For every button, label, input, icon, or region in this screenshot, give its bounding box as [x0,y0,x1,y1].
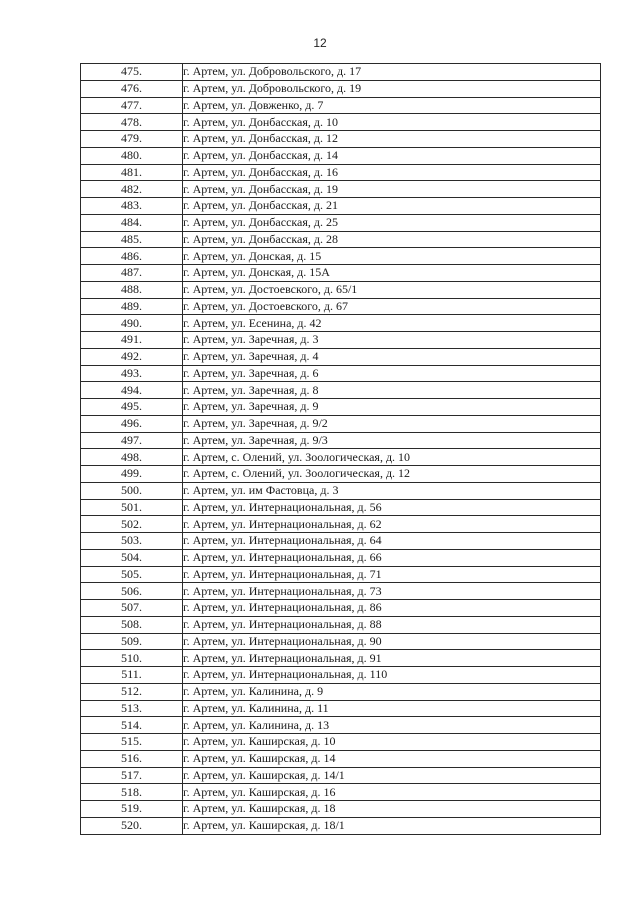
row-number: 492. [81,348,183,365]
row-address: г. Артем, ул. Достоевского, д. 67 [183,298,601,315]
row-number: 484. [81,214,183,231]
row-number: 491. [81,332,183,349]
row-number: 507. [81,600,183,617]
table-row [81,332,601,349]
row-number: 496. [81,415,183,432]
row-address: г. Артем, ул. Интернациональная, д. 64 [183,533,601,550]
row-number: 517. [81,767,183,784]
row-address: г. Артем, ул. Достоевского, д. 65/1 [183,281,601,298]
table-row [81,281,601,298]
row-number: 490. [81,315,183,332]
row-address: г. Артем, ул. Калинина, д. 13 [183,717,601,734]
row-address: г. Артем, ул. Донбасская, д. 21 [183,198,601,215]
row-address: г. Артем, ул. Интернациональная, д. 88 [183,616,601,633]
row-address: г. Артем, ул. Калинина, д. 11 [183,700,601,717]
table-row [81,214,601,231]
table-row [81,348,601,365]
table-row [81,533,601,550]
row-address: г. Артем, ул. Довженко, д. 7 [183,97,601,114]
table-row [81,315,601,332]
table-row [81,399,601,416]
row-number: 513. [81,700,183,717]
row-number: 519. [81,801,183,818]
table-row [81,131,601,148]
row-number: 518. [81,784,183,801]
row-number: 494. [81,382,183,399]
table-row [81,700,601,717]
row-address: г. Артем, ул. Каширская, д. 14/1 [183,767,601,784]
table-row [81,231,601,248]
row-number: 493. [81,365,183,382]
table-row [81,432,601,449]
row-number: 478. [81,114,183,131]
row-number: 489. [81,298,183,315]
table-row [81,549,601,566]
row-number: 486. [81,248,183,265]
table-row [81,600,601,617]
row-address: г. Артем, ул. Интернациональная, д. 86 [183,600,601,617]
row-address: г. Артем, ул. Заречная, д. 6 [183,365,601,382]
table-row [81,147,601,164]
row-address: г. Артем, ул. Донбасская, д. 14 [183,147,601,164]
table-row [81,734,601,751]
row-address: г. Артем, ул. Донбасская, д. 25 [183,214,601,231]
row-number: 500. [81,482,183,499]
table-row [81,64,601,81]
row-number: 505. [81,566,183,583]
row-address: г. Артем, ул. Заречная, д. 9/3 [183,432,601,449]
row-number: 502. [81,516,183,533]
table-row [81,466,601,483]
table-row [81,516,601,533]
table-row [81,265,601,282]
row-address: г. Артем, ул. Донбасская, д. 16 [183,164,601,181]
table-row [81,717,601,734]
row-address: г. Артем, ул. Каширская, д. 18 [183,801,601,818]
table-row [81,650,601,667]
row-address: г. Артем, ул. Заречная, д. 9/2 [183,415,601,432]
row-address: г. Артем, ул. Есенина, д. 42 [183,315,601,332]
row-number: 516. [81,750,183,767]
row-address: г. Артем, ул. Интернациональная, д. 110 [183,667,601,684]
table-row [81,80,601,97]
row-address: г. Артем, ул. Интернациональная, д. 56 [183,499,601,516]
row-number: 477. [81,97,183,114]
row-number: 487. [81,265,183,282]
row-address: г. Артем, ул. Заречная, д. 3 [183,332,601,349]
table-row [81,198,601,215]
table-row [81,181,601,198]
table-row [81,583,601,600]
row-address: г. Артем, ул. Интернациональная, д. 73 [183,583,601,600]
row-address: г. Артем, ул. Каширская, д. 14 [183,750,601,767]
row-address: г. Артем, ул. Интернациональная, д. 62 [183,516,601,533]
row-address: г. Артем, ул. Донбасская, д. 10 [183,114,601,131]
row-address: г. Артем, ул. Каширская, д. 10 [183,734,601,751]
row-address: г. Артем, с. Олений, ул. Зоологическая, д. 10 [183,449,601,466]
row-address: г. Артем, ул. Донская, д. 15 [183,248,601,265]
table-row [81,248,601,265]
table-row [81,801,601,818]
address-table [80,63,601,835]
row-address: г. Артем, ул. Донбасская, д. 12 [183,131,601,148]
row-address: г. Артем, ул. Заречная, д. 9 [183,399,601,416]
row-number: 497. [81,432,183,449]
row-number: 520. [81,817,183,834]
table-row [81,750,601,767]
row-number: 475. [81,64,183,81]
table-row [81,164,601,181]
row-address: г. Артем, ул. Заречная, д. 4 [183,348,601,365]
row-number: 499. [81,466,183,483]
row-number: 498. [81,449,183,466]
row-number: 511. [81,667,183,684]
table-row [81,298,601,315]
address-table-body [81,64,601,835]
table-row [81,817,601,834]
row-number: 482. [81,181,183,198]
table-row [81,667,601,684]
table-row [81,767,601,784]
row-number: 515. [81,734,183,751]
row-address: г. Артем, ул. Интернациональная, д. 91 [183,650,601,667]
table-row [81,566,601,583]
row-address: г. Артем, ул. Интернациональная, д. 90 [183,633,601,650]
table-row [81,365,601,382]
row-number: 508. [81,616,183,633]
row-address: г. Артем, с. Олений, ул. Зоологическая, д. 12 [183,466,601,483]
row-number: 512. [81,683,183,700]
row-address: г. Артем, ул. Заречная, д. 8 [183,382,601,399]
row-number: 483. [81,198,183,215]
row-address: г. Артем, ул. Донская, д. 15А [183,265,601,282]
row-address: г. Артем, ул. Интернациональная, д. 66 [183,549,601,566]
row-number: 514. [81,717,183,734]
row-number: 480. [81,147,183,164]
table-row [81,633,601,650]
row-number: 504. [81,549,183,566]
row-number: 485. [81,231,183,248]
row-number: 506. [81,583,183,600]
table-row [81,382,601,399]
table-row [81,616,601,633]
table-row [81,415,601,432]
table-row [81,499,601,516]
page-number: 12 [313,36,327,50]
row-number: 476. [81,80,183,97]
row-address: г. Артем, ул. Добровольского, д. 17 [183,64,601,81]
row-address: г. Артем, ул. Донбасская, д. 19 [183,181,601,198]
row-number: 481. [81,164,183,181]
row-number: 510. [81,650,183,667]
row-address: г. Артем, ул. Интернациональная, д. 71 [183,566,601,583]
row-number: 488. [81,281,183,298]
row-address: г. Артем, ул. Каширская, д. 18/1 [183,817,601,834]
row-number: 503. [81,533,183,550]
table-row [81,784,601,801]
table-row [81,482,601,499]
row-address: г. Артем, ул. им Фастовца, д. 3 [183,482,601,499]
table-row [81,683,601,700]
table-row [81,114,601,131]
row-address: г. Артем, ул. Калинина, д. 9 [183,683,601,700]
row-number: 479. [81,131,183,148]
row-number: 501. [81,499,183,516]
row-number: 495. [81,399,183,416]
row-number: 509. [81,633,183,650]
row-address: г. Артем, ул. Каширская, д. 16 [183,784,601,801]
row-address: г. Артем, ул. Добровольского, д. 19 [183,80,601,97]
table-row [81,97,601,114]
row-address: г. Артем, ул. Донбасская, д. 28 [183,231,601,248]
table-row [81,449,601,466]
